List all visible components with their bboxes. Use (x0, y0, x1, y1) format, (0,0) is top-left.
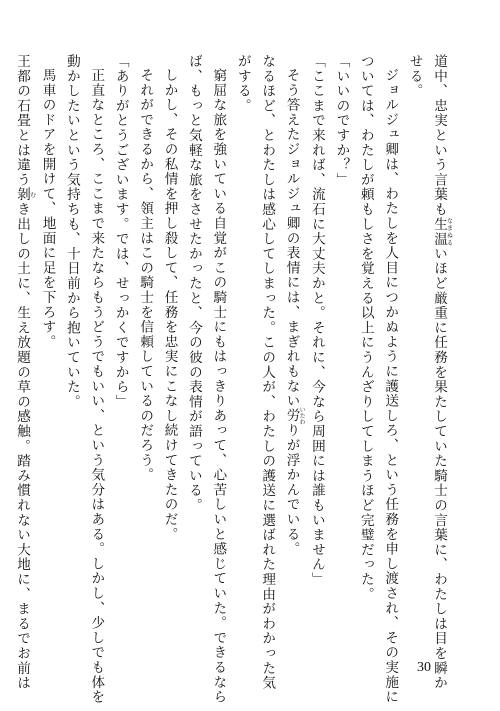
text-line: 馬車のドアを開けて、地面に足を下ろす。 (39, 67, 56, 349)
text-line: がする。 (234, 54, 251, 114)
text-line: 正直なところ、ここまで来たならもうどうでもいい、という気分はある。しかし、少しでも体を (88, 67, 105, 704)
ruby-annotation: 剝む (14, 187, 36, 203)
text-line: ば、もっと気軽な旅をさせたかったと、今の彼の表情が語っている。 (185, 54, 202, 513)
page-number: 30 (417, 660, 431, 675)
text-line: 道中、忠実という言葉も生温なまぬるいほど厳重に任務を果たしていた騎士の言葉に、わたしは目を瞬か (431, 54, 453, 691)
text-line: せる。 (406, 54, 423, 99)
text-line: しかし、その私情を押し殺して、任務を忠実にこなし続けてきたのだ。 (161, 67, 178, 542)
text-line: なるほど、とわたしは感心してしまった。この人が、わたしの護送に選ばれた理由がわかった気 (259, 54, 276, 691)
ruby-annotation: 労いたわ (283, 406, 306, 425)
text-line: 窮屈な旅を強いている自覚がこの騎士にもはっきりあって、心苦しいと感じていた。できるなら (210, 67, 227, 704)
text-line: 王都の石畳とは違う剝むき出しの土に、生え放題の草の感触。踏み慣れない大地に、まるでお前は (14, 54, 36, 691)
text-line: ついては、わたしが頼もしさを覚える以上にうんざりしてしまうほど完璧だった。 (357, 54, 374, 602)
ruby-annotation: 生温なまぬる (431, 216, 453, 247)
text-line: そう答えたジョルジュ卿の表情には、まぎれもない労いたわりが浮かんでいる。 (283, 67, 306, 557)
text-line: 動かしたいという気持ちも、十日前から抱いていた。 (63, 54, 80, 410)
text-line: 「いいのですか？」 (333, 54, 350, 188)
text-line: ジョルジュ卿は、わたしを人目につかぬように護送しろ、という任務を申し渡され、その実施に (382, 67, 399, 704)
text-line: 「ここまで来れば、流石に大丈夫かと。それに、今なら周囲には誰もいません」 (308, 54, 325, 587)
text-line: それができるから、領主はこの騎士を信頼しているのだろう。 (137, 67, 154, 482)
text-line: 「ありがとうございます。では、せっかくですから」 (112, 54, 129, 410)
